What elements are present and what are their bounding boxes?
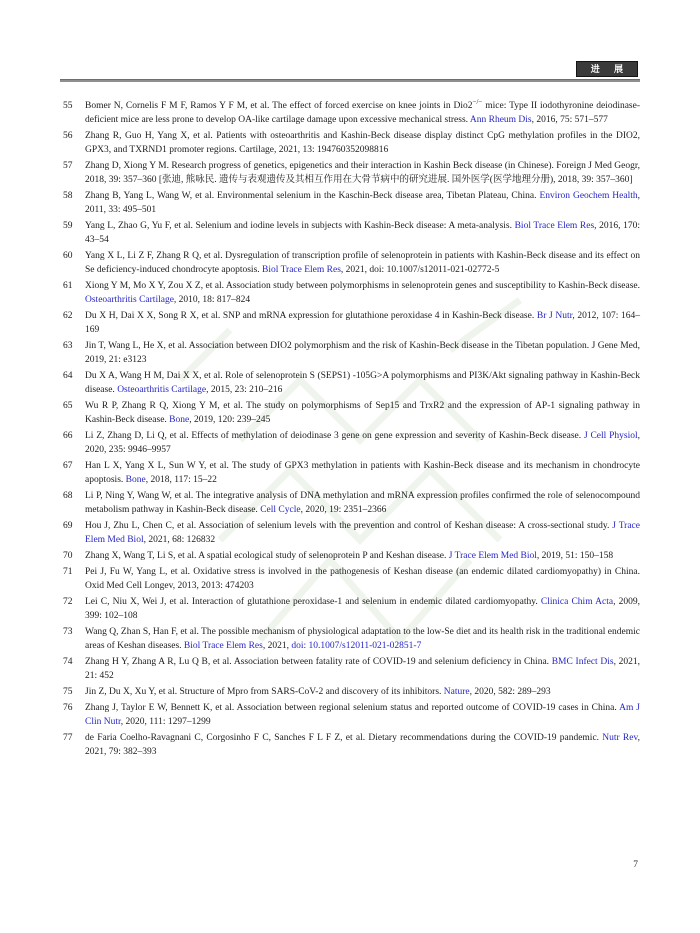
reference-number: 72 [63, 597, 73, 607]
reference-number: 69 [63, 521, 73, 531]
reference-number: 58 [63, 191, 73, 201]
reference-number: 64 [63, 371, 73, 381]
reference-text: , 2020, 582: 289–293 [469, 687, 551, 697]
reference-text: Zhang D, Xiong Y M. Research progress of genetics, epigenetics and their interaction in Kashin Beck disease (in Chinese). Foreign J Med Geogr, 2018, 39: 357–360 [张迪, 熊咏民. 遗传与表观遗传及其相互作用在大骨节病中的研究进展. 国外医学(医学地理分册), 2018, 39: 357–360] [85, 161, 640, 185]
reference-text: Jin Z, Du X, Xu Y, et al. Structure of Mpro from SARS-CoV-2 and discovery of its inhibitors. [85, 687, 444, 697]
reference-item [60, 189, 640, 217]
journal-link[interactable]: Nutr Rev [602, 733, 638, 743]
reference-text: Jin T, Wang L, He X, et al. Association between DIO2 polymorphism and the risk of Kashin-Beck disease in the Tibetan population. J Gene Med, 2019, 21: e3123 [85, 341, 640, 365]
journal-link[interactable]: Ann Rheum Dis [469, 115, 532, 125]
reference-number: 73 [63, 627, 73, 637]
reference-number: 60 [63, 251, 73, 261]
reference-number: 61 [63, 281, 73, 291]
reference-number: 59 [63, 221, 73, 231]
superscript-text: −/− [472, 97, 483, 106]
reference-text: , 2020, 235: 9946–9957 [85, 431, 640, 455]
reference-number: 65 [63, 401, 73, 411]
reference-number: 67 [63, 461, 73, 471]
journal-link[interactable]: J Cell Physiol [583, 431, 638, 441]
journal-link[interactable]: Bone [169, 415, 190, 425]
reference-text: Bomer N, Cornelis F M F, Ramos Y F M, et al. The effect of forced exercise on knee joints in Dio2 [85, 101, 473, 111]
reference-text: , 2021, 79: 382–393 [85, 733, 640, 757]
reference-text: Hou J, Zhu L, Chen C, et al. Association of selenium levels with the prevention and control of Keshan disease: A cross-sectional study. [85, 521, 613, 531]
reference-text: , 2021, 21: 452 [85, 657, 640, 681]
reference-text: Yang L, Zhao G, Yu F, et al. Selenium and iodine levels in subjects with Kashin-Beck disease: A meta-analysis. [85, 221, 515, 231]
reference-text: Xiong Y M, Mo X Y, Zou X Z, et al. Association study between polymorphisms in selenoprotein genes and susceptibility to Kashin-Beck disease. [85, 281, 640, 291]
reference-item [60, 549, 640, 563]
reference-number: 76 [63, 703, 73, 713]
reference-item [60, 459, 640, 487]
reference-item [60, 99, 640, 127]
reference-number: 77 [63, 733, 73, 743]
reference-item [60, 129, 640, 157]
reference-item [60, 625, 640, 653]
reference-number: 68 [63, 491, 73, 501]
section-badge: 进 展 [576, 61, 638, 77]
reference-item [60, 159, 640, 187]
reference-text: de Faria Coelho-Ravagnani C, Corgosinho F C, Sanches F L F Z, et al. Dietary recommendations during the COVID-19 pandemic. [85, 733, 603, 743]
reference-item [60, 489, 640, 517]
reference-item [60, 731, 640, 759]
reference-number: 62 [63, 311, 73, 321]
journal-link[interactable]: Am J Clin Nutr [85, 703, 640, 727]
journal-link[interactable]: Nature [443, 687, 470, 697]
reference-number: 74 [63, 657, 73, 667]
reference-text: , 2020, 19: 2351–2366 [300, 505, 387, 515]
reference-number: 63 [63, 341, 73, 351]
reference-item [60, 701, 640, 729]
reference-text: , 2021, doi: 10.1007/s12011-021-02772-5 [340, 265, 500, 275]
reference-text: Pei J, Fu W, Yang L, et al. Oxidative stress is involved in the pathogenesis of Keshan disease (an endemic dilated cardiomyopathy) in China. Oxid Med Cell Longev, 2013, 2013: 474203 [85, 567, 640, 591]
reference-text: , 2019, 120: 239–245 [189, 415, 271, 425]
reference-text: , 2021, [262, 641, 292, 651]
reference-item [60, 519, 640, 547]
reference-text: Zhang B, Yang L, Wang W, et al. Environmental selenium in the Kaschin-Beck disease area, Tibetan Plateau, China. [85, 191, 540, 201]
reference-text: , 2009, 399: 102–108 [85, 597, 640, 621]
reference-item [60, 399, 640, 427]
journal-link[interactable]: Biol Trace Elem Res [514, 221, 595, 231]
reference-text: Han L X, Yang X L, Sun W Y, et al. The study of GPX3 methylation in patients with Kashin-Beck disease and its mechanism in chondrocyte apoptosis. [85, 461, 640, 485]
reference-text: Li Z, Zhang D, Li Q, et al. Effects of methylation of deiodinase 3 gene on gene expression and severity of Kashin-Beck disease. [85, 431, 584, 441]
reference-number: 71 [63, 567, 73, 577]
reference-item [60, 339, 640, 367]
reference-item [60, 595, 640, 623]
journal-link[interactable]: Br J Nutr [536, 311, 573, 321]
reference-number: 56 [63, 131, 73, 141]
reference-item [60, 565, 640, 593]
reference-text: Wang Q, Zhan S, Han F, et al. The possible mechanism of physiological adaptation to the low-Se diet and its health risk in the traditional endemic areas of Keshan diseases. [85, 627, 640, 651]
reference-text: Zhang R, Guo H, Yang X, et al. Patients with osteoarthritis and Kashin-Beck disease display distinct CpG methylation profiles in the DIO2, GPX3, and TXRND1 promoter regions. Cartilage, 2021, 13: 194760352098816 [85, 131, 640, 155]
reference-number: 70 [63, 551, 73, 561]
reference-text: , 2012, 107: 164–169 [85, 311, 640, 335]
reference-text: , 2011, 33: 495–501 [85, 191, 641, 215]
reference-text: Zhang X, Wang T, Li S, et al. A spatial ecological study of selenoprotein P and Keshan disease. [85, 551, 449, 561]
reference-item [60, 685, 640, 699]
reference-number: 66 [63, 431, 73, 441]
reference-text: Wu R P, Zhang R Q, Xiong Y M, et al. The study on polymorphisms of Sep15 and TrxR2 and the expression of AP-1 signaling pathway in Kashin-Beck disease. [85, 401, 640, 425]
reference-number: 75 [63, 687, 73, 697]
reference-text: , 2018, 117: 15–22 [145, 475, 217, 485]
journal-link[interactable]: Biol Trace Elem Res [262, 265, 341, 275]
reference-text: Lei C, Niu X, Wei J, et al. Interaction of glutathione peroxidase-1 and selenium in endemic dilated cardiomyopathy. [85, 597, 541, 607]
reference-text: Yang X L, Li Z F, Zhang R Q, et al. Dysregulation of transcription profile of selenoprotein in patients with Kashin-Beck disease and its effect on Se deficiency-induced chondrocyte apoptosis. [85, 251, 640, 275]
journal-link[interactable]: BMC Infect Dis [551, 657, 614, 667]
reference-text: , 2015, 23: 210–216 [206, 385, 283, 395]
reference-text: , 2019, 51: 150–158 [536, 551, 614, 561]
reference-item [60, 429, 640, 457]
journal-link[interactable]: Environ Geochem Health [539, 191, 638, 201]
reference-text: Zhang H Y, Zhang A R, Lu Q B, et al. Association between fatality rate of COVID-19 and selenium deficiency in China. [85, 657, 552, 667]
reference-text: Du X A, Wang H M, Dai X X, et al. Role of selenoprotein S (SEPS1) -105G>A polymorphisms and PI3K/Akt signaling pathway in Kashin-Beck disease. [85, 371, 640, 395]
reference-number: 57 [63, 161, 73, 171]
reference-list [60, 99, 640, 761]
journal-link[interactable]: Bone [125, 475, 146, 485]
reference-item [60, 309, 640, 337]
reference-item [60, 655, 640, 683]
reference-item [60, 249, 640, 277]
reference-text: , 2021, 68: 126832 [143, 535, 216, 545]
journal-link[interactable]: Biol Trace Elem Res [183, 641, 263, 651]
reference-number: 55 [63, 101, 73, 111]
journal-link[interactable]: J Trace Elem Med Biol [85, 521, 640, 545]
journal-link[interactable]: Clinica Chim Acta [540, 597, 614, 607]
reference-text: Zhang J, Taylor E W, Bennett K, et al. Association between regional selenium status and reported outcome of COVID-19 cases in China. [85, 703, 620, 713]
reference-text: , 2016, 75: 571–577 [531, 115, 608, 125]
journal-link[interactable]: Osteoarthritis Cartilage [85, 295, 174, 305]
reference-text: mice: Type II iodothyronine deiodinase-deficient mice are less prone to develop OA-like cartilage damage upon excessive mechanical stress. [85, 101, 641, 125]
journal-link[interactable]: Cell Cycle [260, 505, 301, 515]
reference-text: , 2020, 111: 1297–1299 [120, 717, 211, 727]
reference-text: Li P, Ning Y, Wang W, et al. The integrative analysis of DNA methylation and mRNA expression profiles confirmed the role of selenocompound metabolism pathway in Kashin-Beck disease. [85, 491, 640, 515]
reference-item [60, 219, 640, 247]
reference-text: , 2016, 170: 43–54 [85, 221, 641, 245]
journal-link[interactable]: Osteoarthritis Cartilage [117, 385, 207, 395]
page-number: 7 [633, 860, 638, 870]
reference-item [60, 369, 640, 397]
doi-link[interactable]: doi: 10.1007/s12011-021-02851-7 [291, 641, 422, 651]
page-header [60, 61, 640, 83]
reference-text: Du X H, Dai X X, Song R X, et al. SNP and mRNA expression for glutathione peroxidase 4 in Kashin-Beck disease. [85, 311, 537, 321]
reference-item [60, 279, 640, 307]
reference-text: , 2010, 18: 817–824 [173, 295, 251, 305]
header-rule [60, 79, 640, 82]
journal-link[interactable]: J Trace Elem Med Biol [448, 551, 537, 561]
